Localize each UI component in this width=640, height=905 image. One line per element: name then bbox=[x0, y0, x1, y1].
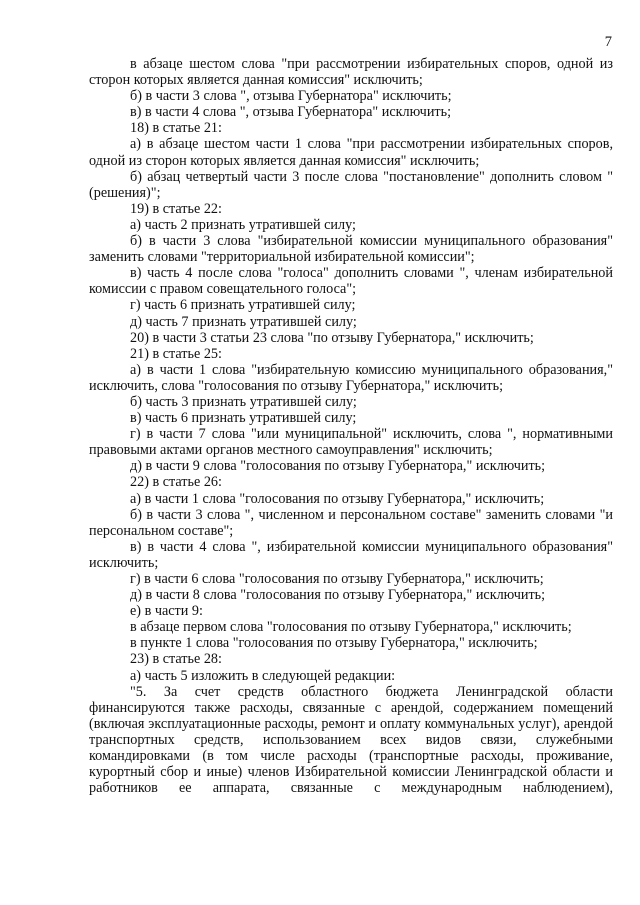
paragraph: 21) в статье 25: bbox=[130, 345, 222, 362]
paragraph: 18) в статье 21: bbox=[130, 120, 222, 137]
paragraph: в) часть 4 после слова "голоса" дополнить словами ", членам избирательной комиссии с правом совещательного голоса"; bbox=[89, 265, 613, 298]
paragraph: 23) в статье 28: bbox=[130, 651, 222, 668]
paragraph: б) в части 3 слова ", отзыва Губернатора" исключить; bbox=[130, 88, 452, 105]
paragraph: г) в части 6 слова "голосования по отзыву Губернатора," исключить; bbox=[130, 571, 544, 587]
paragraph: а) часть 2 признать утратившей силу; bbox=[130, 216, 356, 233]
paragraph: б) часть 3 признать утратившей силу; bbox=[130, 393, 357, 410]
paragraph: "5. За счет средств областного бюджета Ленинградской области финансируются также расходы, связанные с арендой, содержанием помещений (включая эксплуатационные расходы, ремонт и оплату коммунальных услуг), арендой транспортных средств, использованием всех видов связи, служебными командировками (в том числе расходы (транспортные расходы, проживание, курортный сбор и иные) членов Избирательной комиссии Ленинградской области и работников ее аппарата, связанные с международным наблюдением), bbox=[89, 683, 613, 797]
paragraph: е) в части 9: bbox=[130, 603, 203, 620]
paragraph: г) в части 7 слова "или муниципальной" исключить, слова ", нормативными правовыми актами органов местного самоуправления" исключить; bbox=[89, 426, 613, 459]
paragraph: 20) в части 3 статьи 23 слова "по отзыву Губернатора," исключить; bbox=[130, 329, 534, 346]
paragraph: а) часть 5 изложить в следующей редакции: bbox=[130, 667, 396, 684]
paragraph: б) абзац четвертый части 3 после слова "постановление" дополнить словом "(решения)"; bbox=[89, 168, 613, 201]
paragraph: в) часть 6 признать утратившей силу; bbox=[130, 410, 357, 427]
paragraph: б) в части 3 слова "избирательной комиссии муниципального образования" заменить словами "территориальной избирательной комиссии"; bbox=[89, 233, 613, 266]
paragraph: д) часть 7 признать утратившей силу; bbox=[130, 313, 357, 330]
paragraph: в пункте 1 слова "голосования по отзыву Губернатора," исключить; bbox=[130, 635, 538, 652]
paragraph: б) в части 3 слова ", численном и персональном составе" заменить словами "и персональном составе"; bbox=[89, 506, 613, 539]
paragraph: в) в части 4 слова ", избирательной комиссии муниципального образования" исключить; bbox=[89, 538, 613, 571]
paragraph: г) часть 6 признать утратившей силу; bbox=[130, 297, 356, 314]
paragraph: в) в части 4 слова ", отзыва Губернатора" исключить; bbox=[130, 104, 452, 121]
paragraph: 22) в статье 26: bbox=[130, 474, 222, 491]
paragraph: а) в части 1 слова "избирательную комиссию муниципального образования," исключить, слова "голосования по отзыву Губернатора," исключить; bbox=[89, 361, 613, 394]
paragraph: в абзаце первом слова "голосования по отзыву Губернатора," исключить; bbox=[130, 619, 572, 636]
paragraph: 19) в статье 22: bbox=[130, 200, 222, 217]
document-body bbox=[89, 56, 613, 796]
paragraph: а) в части 1 слова "голосования по отзыву Губернатора," исключить; bbox=[130, 490, 545, 507]
paragraph: д) в части 9 слова "голосования по отзыву Губернатора," исключить; bbox=[130, 458, 546, 475]
paragraph: а) в абзаце шестом части 1 слова "при рассмотрении избирательных споров, одной из сторон которых является данная комиссия" исключить; bbox=[89, 136, 613, 169]
page-number: 7 bbox=[604, 34, 612, 50]
paragraph: в абзаце шестом слова "при рассмотрении избирательных споров, одной из сторон которых является данная комиссия" исключить; bbox=[89, 56, 613, 89]
paragraph: д) в части 8 слова "голосования по отзыву Губернатора," исключить; bbox=[130, 587, 546, 604]
